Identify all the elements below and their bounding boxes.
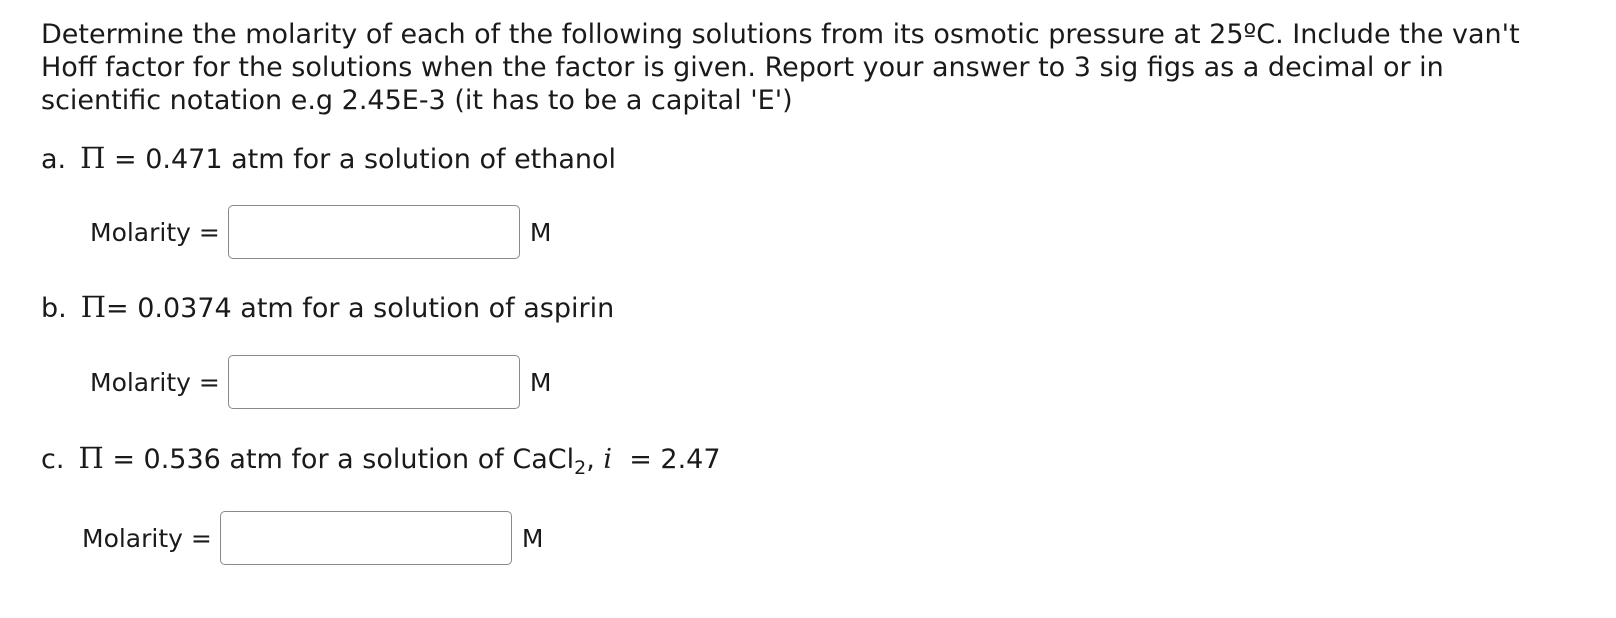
- instructions-text: Determine the molarity of each of the following solutions from its osmotic pressure at 25ºC. Include the van't Hoff factor for the solutions when the factor is given. Report your answer to 3 sig figs as a decimal or in scientific notation e.g 2.45E-3 (it has to be a capital 'E'): [41, 19, 1520, 116]
- molarity-label-b: Molarity =: [90, 367, 220, 397]
- osmotic-pressure-symbol: Π: [80, 290, 107, 324]
- molarity-input-a[interactable]: [228, 205, 520, 259]
- molarity-label-c: Molarity =: [82, 523, 212, 553]
- question-c-text: = 0.536 atm for a solution of CaCl: [103, 444, 575, 475]
- answer-row-c: [82, 511, 543, 565]
- question-c-separator: ,: [586, 444, 604, 475]
- chloride-subscript: 2: [574, 457, 587, 479]
- question-c: [41, 441, 721, 485]
- unit-label-a: M: [529, 217, 552, 247]
- osmotic-pressure-symbol: Π: [78, 441, 104, 475]
- question-b-letter: b.: [41, 293, 67, 324]
- vant-hoff-symbol: i: [603, 444, 613, 475]
- vant-hoff-value: = 2.47: [612, 444, 721, 475]
- unit-label-c: M: [521, 523, 544, 553]
- question-c-letter: c.: [41, 444, 65, 475]
- question-a-letter: a.: [41, 144, 67, 175]
- molarity-input-b[interactable]: [228, 355, 520, 409]
- unit-label-b: M: [529, 367, 552, 397]
- molarity-input-c[interactable]: [220, 511, 512, 565]
- question-a: [41, 141, 616, 177]
- molarity-label-a: Molarity =: [90, 217, 220, 247]
- answer-row-a: [90, 205, 551, 259]
- question-a-text: = 0.471 atm for a solution of ethanol: [105, 144, 617, 175]
- answer-row-b: [90, 355, 551, 409]
- question-b: [41, 290, 614, 326]
- question-b-text: = 0.0374 atm for a solution of aspirin: [106, 293, 615, 324]
- osmotic-pressure-symbol: Π: [80, 141, 106, 175]
